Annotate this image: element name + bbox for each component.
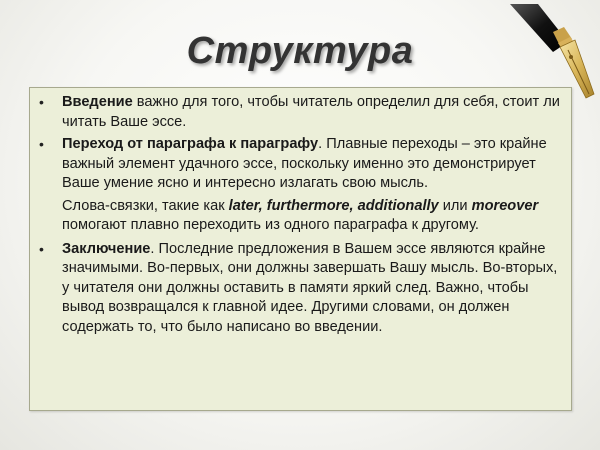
bullet: • [39, 240, 44, 257]
transition-term: Переход от параграфа к параграфу [62, 136, 319, 152]
conclusion-text: . Последние предложения в Вашем эссе являются крайне значимыми. Во-первых, они должны завершать Вашу мысль. Во-вторых, у читателя они должны оставить в памяти яркий след. Важно, чтобы вывод возвращался к главной идее. Другими словами, он должен содержать то, что было написано во введении. [62, 240, 558, 335]
content-list [30, 93, 573, 340]
list-item-intro [30, 93, 573, 132]
transition-text: . Плавные переходы – это крайне важный элемент удачного эссе, поскольку именно это демонстрирует Ваше умение ясно и интересно излагать свою мысль. [62, 136, 547, 191]
list-item-conclusion [30, 240, 573, 338]
connectives-suffix: помогают плавно переходить из одного параграфа к другому. [62, 217, 479, 233]
connectives-examples: later, furthermore, additionally [228, 197, 439, 214]
bullet: • [39, 136, 44, 152]
list-item-transition [30, 135, 573, 194]
connectives-prefix: Слова-связки, такие как [62, 197, 229, 214]
intro-term: Введение [62, 94, 133, 110]
bullet: • [39, 94, 44, 110]
intro-text: важно для того, чтобы читатель определил для себя, стоит ли читать Ваше эссе. [62, 94, 560, 130]
connectives-example-last: moreover [471, 197, 539, 214]
connectives-paragraph [30, 197, 573, 236]
page-title: Структура [186, 30, 414, 72]
conclusion-term: Заключение [62, 240, 151, 257]
connectives-middle: или [438, 197, 472, 214]
content-box [29, 87, 572, 411]
